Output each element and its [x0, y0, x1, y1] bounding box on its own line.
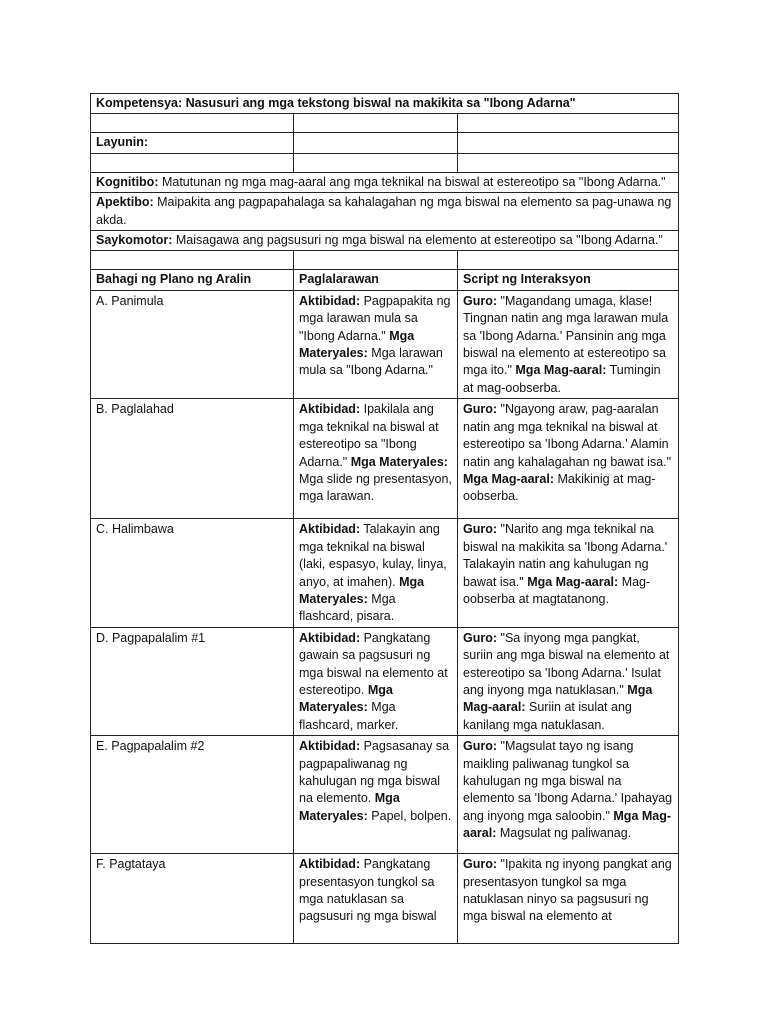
teacher-script: "Sa inyong mga pangkat, suriin ang mga biswal na elemento at estereotipo sa 'Ibong Adarna.' Isulat ang inyong mga natuklasan."	[463, 630, 670, 697]
table-row	[91, 627, 679, 735]
lesson-part: D. Pagpapalalim #1	[91, 627, 294, 735]
blank-cell	[91, 114, 294, 133]
activity-label: Aktibidad:	[299, 293, 361, 308]
teacher-script: "Ipakita ng inyong pangkat ang presentasyon tungkol sa mga natuklasan ninyo sa pagsusuri ng mga biswal na elemento at	[463, 857, 672, 924]
blank-cell	[458, 251, 679, 270]
lesson-part: C. Halimbawa	[91, 519, 294, 627]
affective-text: Maipakita ang pagpapahalaga sa kahalagahan ng mga biswal na elemento sa pag-unawa ng akda.	[96, 195, 672, 227]
lesson-rows	[91, 290, 679, 943]
blank-cell	[294, 133, 458, 153]
blank-cell	[458, 153, 679, 172]
column-header-part: Bahagi ng Plano ng Aralin	[91, 270, 294, 290]
activity-text: Ipakilala ang mga teknikal na biswal at estereotipo sa "Ibong Adarna."	[299, 402, 439, 469]
students-script: Tumingin at mag-oobserba.	[463, 363, 661, 395]
competency-text: Nasusuri ang mga tekstong biswal na makikita sa "Ibong Adarna"	[185, 96, 576, 110]
table-row	[91, 736, 679, 854]
psychomotor-label: Saykomotor:	[96, 233, 173, 248]
column-header-script: Script ng Interaksyon	[458, 270, 679, 290]
interaction-script	[458, 399, 679, 519]
activity-label: Aktibidad:	[299, 402, 361, 417]
teacher-label: Guro:	[463, 857, 498, 872]
blank-cell	[91, 251, 294, 270]
materials-text: Papel, bolpen.	[371, 808, 452, 823]
students-label: Mga Mag-aaral:	[463, 471, 554, 486]
lesson-description	[294, 399, 458, 519]
psychomotor-text: Maisagawa ang pagsusuri ng mga biswal na elemento at estereotipo sa "Ibong Adarna."	[175, 233, 663, 248]
objectives-label: Layunin:	[91, 133, 294, 153]
activity-label: Aktibidad:	[299, 739, 361, 754]
interaction-script	[458, 736, 679, 854]
activity-text: Pagpapakita ng mga larawan mula sa "Ibong Adarna."	[299, 293, 451, 343]
affective-objective	[91, 193, 679, 231]
table-row	[91, 399, 679, 519]
interaction-script	[458, 627, 679, 735]
materials-label: Mga Materyales:	[299, 791, 400, 823]
materials-label: Mga Materyales:	[350, 454, 448, 469]
cognitive-label: Kognitibo:	[96, 174, 159, 189]
teacher-script: "Narito ang mga teknikal na biswal na makikita sa 'Ibong Adarna.' Talakayin natin ang kahulugan ng bawat isa."	[463, 522, 668, 589]
interaction-script	[458, 519, 679, 627]
activity-text: Talakayin ang mga teknikal na biswal (laki, espasyo, kulay, linya, anyo, at imahen).	[299, 522, 447, 589]
blank-cell	[294, 153, 458, 172]
materials-label: Mga Materyales:	[299, 328, 415, 361]
materials-text: Mga larawan mula sa "Ibong Adarna."	[299, 346, 443, 378]
blank-cell	[294, 114, 458, 133]
students-script: Magsulat ng paliwanag.	[499, 826, 632, 841]
blank-cell	[294, 251, 458, 270]
materials-label: Mga Materyales:	[299, 682, 393, 715]
interaction-script	[458, 290, 679, 398]
table-row	[91, 519, 679, 627]
cognitive-text: Matutunan ng mga mag-aaral ang mga teknikal na biswal at estereotipo sa "Ibong Adarna."	[161, 174, 666, 189]
activity-label: Aktibidad:	[299, 857, 361, 872]
competency-label: Kompetensya:	[96, 96, 183, 110]
students-script: Mag-oobserba at magtatanong.	[463, 574, 651, 606]
materials-text: Mga flashcard, pisara.	[299, 591, 396, 624]
students-label: Mga Mag-aaral:	[463, 682, 653, 715]
interaction-script	[458, 854, 679, 944]
blank-cell	[458, 133, 679, 153]
teacher-script: "Magsulat tayo ng isang maikling paliwanag tungkol sa kahulugan ng mga biswal na elemento sa 'Ibong Adarna.' Ipahayag ang inyong mga saloobin."	[463, 739, 673, 823]
psychomotor-objective	[91, 231, 679, 251]
lesson-description	[294, 854, 458, 944]
activity-label: Aktibidad:	[299, 522, 361, 537]
students-script: Suriin at isulat ang kanilang mga natuklasan.	[463, 700, 632, 732]
materials-label: Mga Materyales:	[299, 574, 425, 606]
activity-label: Aktibidad:	[299, 630, 361, 645]
students-label: Mga Mag-aaral:	[515, 363, 607, 378]
blank-cell	[91, 153, 294, 172]
table-row	[91, 854, 679, 944]
lesson-plan-table	[90, 93, 679, 944]
activity-text: Pangkatang presentasyon tungkol sa mga natuklasan sa pagsusuri ng mga biswal	[299, 857, 437, 924]
lesson-part: F. Pagtataya	[91, 854, 294, 944]
lesson-description	[294, 736, 458, 854]
column-header-description: Paglalarawan	[294, 270, 458, 290]
blank-cell	[458, 114, 679, 133]
activity-text: Pangkatang gawain sa pagsusuri ng mga biswal na elemento at estereotipo.	[299, 630, 448, 697]
teacher-script: "Magandang umaga, klase! Tingnan natin ang mga larawan mula sa 'Ibong Adarna.' Pansinin ang mga biswal na elemento at estereotipo sa mga ito."	[463, 293, 669, 378]
lesson-part: B. Paglalahad	[91, 399, 294, 519]
lesson-description	[294, 290, 458, 398]
lesson-description	[294, 627, 458, 735]
competency-cell	[91, 94, 679, 114]
materials-text: Mga flashcard, marker.	[299, 700, 399, 732]
affective-label: Apektibo:	[96, 195, 154, 210]
teacher-label: Guro:	[463, 293, 498, 308]
lesson-part: A. Panimula	[91, 290, 294, 398]
teacher-label: Guro:	[463, 739, 498, 754]
teacher-label: Guro:	[463, 630, 498, 645]
students-label: Mga Mag-aaral:	[463, 808, 672, 841]
students-script: Makikinig at mag-oobserba.	[463, 471, 656, 504]
cognitive-objective	[91, 172, 679, 192]
teacher-script: "Ngayong araw, pag-aaralan natin ang mga teknikal na biswal at estereotipo sa 'Ibong Adarna.' Alamin natin ang kahalagahan ng bawat isa."	[463, 402, 672, 469]
materials-text: Mga slide ng presentasyon, mga larawan.	[299, 471, 452, 504]
table-row	[91, 290, 679, 398]
lesson-description	[294, 519, 458, 627]
teacher-label: Guro:	[463, 522, 498, 537]
students-label: Mga Mag-aaral:	[527, 574, 619, 589]
lesson-part: E. Pagpapalalim #2	[91, 736, 294, 854]
lesson-plan-document	[90, 93, 678, 944]
activity-text: Pagsasanay sa pagpapaliwanag ng kahulugan ng mga biswal na elemento.	[299, 739, 450, 806]
teacher-label: Guro:	[463, 402, 498, 417]
